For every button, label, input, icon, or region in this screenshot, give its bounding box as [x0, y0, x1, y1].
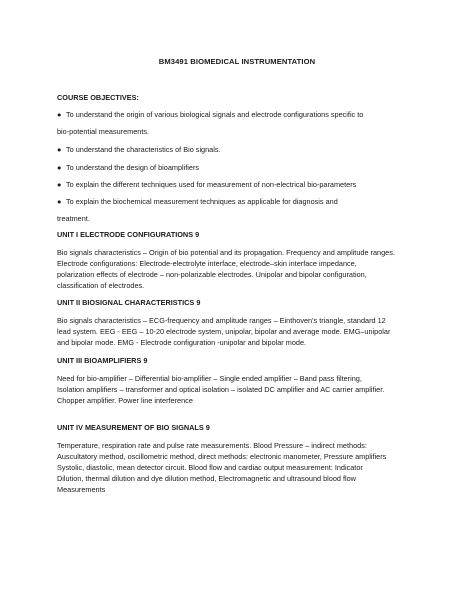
document-title: BM3491 BIOMEDICAL INSTRUMENTATION: [158, 57, 316, 66]
objective-text: To understand the characteristics of Bio signals.: [66, 145, 221, 154]
objective-continuation: treatment.: [57, 214, 90, 223]
objective-item: [57, 197, 338, 206]
unit-heading: UNIT IV MEASUREMENT OF BIO SIGNALS 9: [57, 423, 210, 432]
objectives-heading: COURSE OBJECTIVES:: [57, 93, 139, 102]
objective-text: To explain the biochemical measurement techniques as applicable for diagnosis and: [66, 197, 338, 206]
bullet-icon: ●: [57, 110, 62, 119]
unit-text-line: and bipolar mode. EMG - Electrode configuration -unipolar and bipolar mode.: [57, 338, 307, 347]
unit-text-line: Need for bio-amplifier – Differential bio-amplifier – Single ended amplifier – Band pass filtering,: [57, 374, 362, 383]
unit-text-line: lead system. EEG - EEG – 10-20 electrode system, unipolar, bipolar and average mode. EMG–unipolar: [57, 327, 391, 336]
unit-heading: UNIT III BIOAMPLIFIERS 9: [57, 356, 148, 365]
objective-item: [57, 163, 199, 172]
unit-text-line: Dilution, thermal dilution and dye dilution method, Electromagnetic and ultrasound blood flow: [57, 474, 356, 483]
unit-text-line: polarization effects of electrode – non-polarizable electrodes. Unipolar and bipolar configuration,: [57, 270, 367, 279]
bullet-icon: ●: [57, 163, 62, 172]
unit-text-line: Electrode configurations: Electrode-electrolyte interface, electrode–skin interface impedance,: [57, 259, 357, 268]
unit-text-line: Temperature, respiration rate and pulse rate measurements. Blood Pressure – indirect methods:: [57, 441, 367, 450]
unit-text-line: classification of electrodes.: [57, 281, 145, 290]
bullet-icon: ●: [57, 145, 62, 154]
objective-item: [57, 145, 221, 154]
objective-text: To understand the design of bioamplifiers: [66, 163, 200, 172]
unit-text-line: Chopper amplifier. Power line interference: [57, 396, 193, 405]
objective-text: To understand the origin of various biological signals and electrode configurations specific to: [66, 110, 364, 119]
bullet-icon: ●: [57, 197, 62, 206]
unit-text-line: Isolation amplifiers – transformer and optical isolation – isolated DC amplifier and AC carrier amplifier.: [57, 385, 385, 394]
objective-continuation: bio-potential measurements.: [57, 127, 150, 136]
objective-item: [57, 110, 363, 119]
unit-text-line: Auscultatory method, oscillometric method, direct methods: electronic manometer, Pressure amplifiers: [57, 452, 387, 461]
unit-text-line: Measurements: [57, 485, 106, 494]
unit-heading: UNIT II BIOSIGNAL CHARACTERISTICS 9: [57, 298, 201, 307]
objective-text: To explain the different techniques used for measurement of non-electrical bio-parameters: [66, 180, 357, 189]
bullet-icon: ●: [57, 180, 62, 189]
unit-heading: UNIT I ELECTRODE CONFIGURATIONS 9: [57, 230, 200, 239]
unit-text-line: Systolic, diastolic, mean detector circuit. Blood flow and cardiac output measurement: Indicator: [57, 463, 363, 472]
objective-item: [57, 180, 356, 189]
unit-text-line: Bio signals characteristics – ECG-frequency and amplitude ranges – Einthoven's triangle, standard 12: [57, 316, 386, 325]
unit-text-line: Bio signals characteristics – Origin of bio potential and its propagation. Frequency and amplitude ranges.: [57, 248, 395, 257]
